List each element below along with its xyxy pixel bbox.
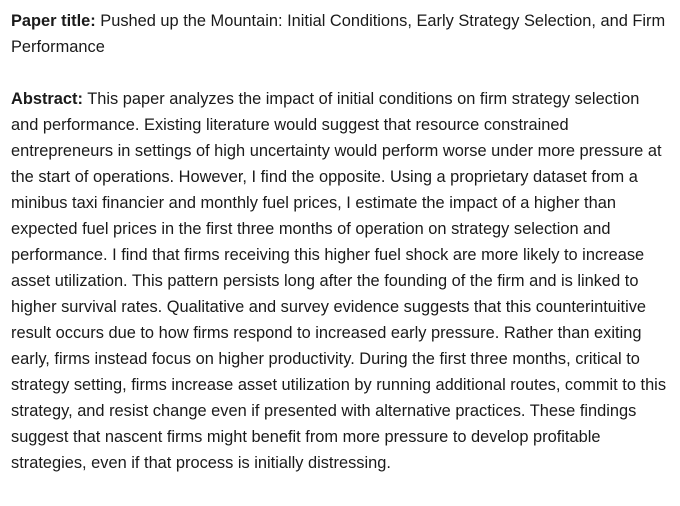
paper-title-label: Paper title: <box>11 12 96 30</box>
paper-title-block <box>11 8 668 60</box>
paper-title: Pushed up the Mountain: Initial Conditions, Early Strategy Selection, and Firm Performance <box>11 12 666 56</box>
abstract-block <box>11 86 668 476</box>
abstract-text: This paper analyzes the impact of initial conditions on firm strategy selection and performance. Existing literature would suggest that resource constrained entrepreneurs in settings of high uncertainty would perform worse under more pressure at the start of operations. However, I find the opposite. Using a proprietary dataset from a minibus taxi financier and monthly fuel prices, I estimate the impact of a higher than expected fuel prices in the first three months of operation on strategy selection and performance. I find that firms receiving this higher fuel shock are more likely to increase asset utilization. This pattern persists long after the founding of the firm and is linked to higher survival rates. Qualitative and survey evidence suggests that this counterintuitive result occurs due to how firms respond to increased early pressure. Rather than exiting early, firms instead focus on higher productivity. During the first three months, critical to strategy setting, firms increase asset utilization by running additional routes, commit to this strategy, and resist change even if presented with alternative practices. These findings suggest that nascent firms might benefit from more pressure to develop profitable strategies, even if that process is initially distressing. <box>11 90 667 472</box>
abstract-label: Abstract: <box>11 90 83 108</box>
